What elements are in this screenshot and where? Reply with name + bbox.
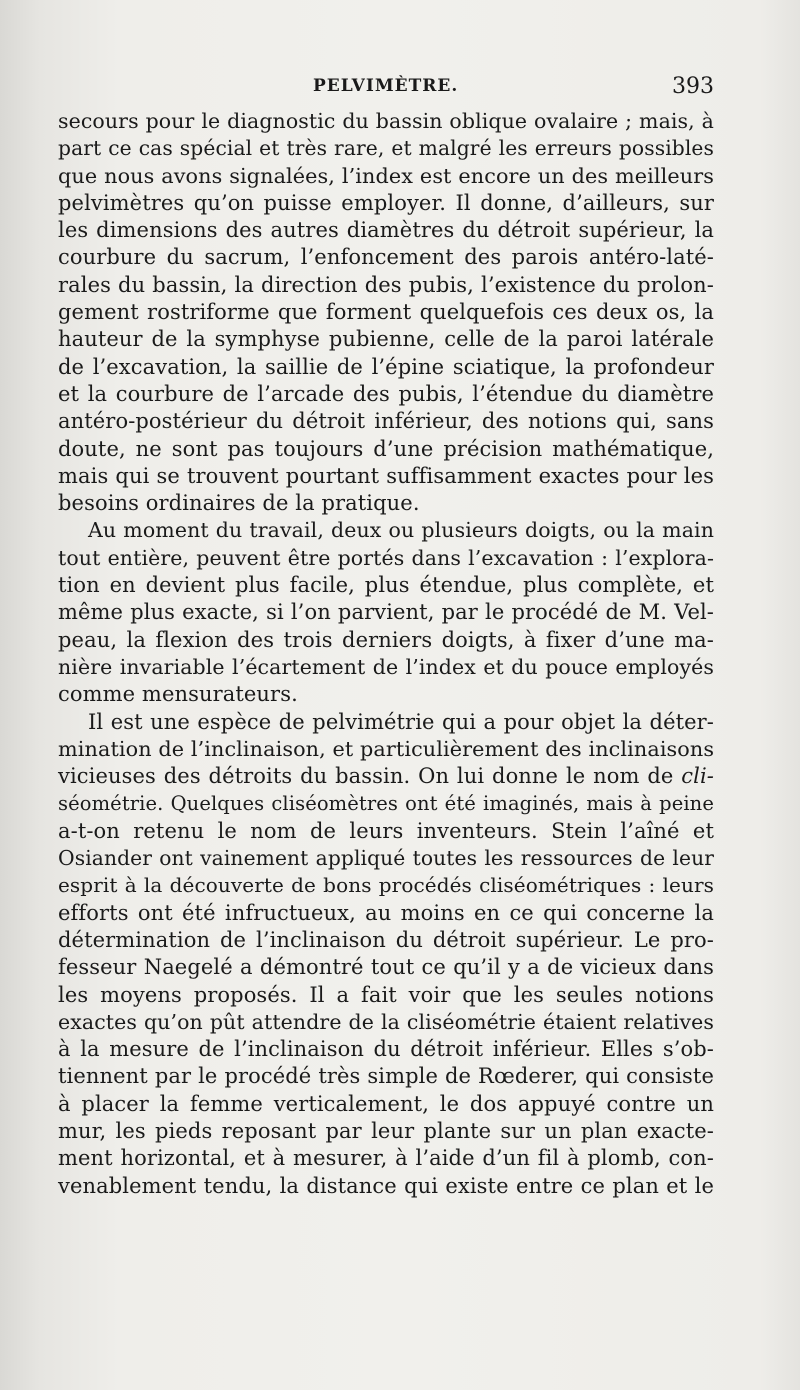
- text-line: peau, la flexion des trois derniers doigts, à fixer d’une ma-: [58, 627, 714, 652]
- text-line: doute, ne sont pas toujours d’une précision mathématique,: [58, 436, 714, 461]
- text-line: à la mesure de l’inclinaison du détroit inférieur. Elles s’ob-: [58, 1037, 714, 1062]
- text-segment: vicieuses des détroits du bassin. On lui donne le nom de: [58, 764, 682, 789]
- paragraph: [58, 108, 714, 517]
- paragraph: [58, 517, 714, 708]
- text-line: que nous avons signalées, l’index est encore un des meilleurs: [58, 163, 714, 188]
- text-line: exactes qu’on pût attendre de la cliséométrie étaient relatives: [58, 1009, 714, 1034]
- text-line: fesseur Naegelé a démontré tout ce qu’il y a de vicieux dans: [58, 955, 714, 980]
- text-line: de l’excavation, la saillie de l’épine sciatique, la profondeur: [58, 354, 714, 379]
- text-line: mination de l’inclinaison, et particulièrement des inclinaisons: [58, 736, 715, 761]
- text-line: tiennent par le procédé très simple de Rœderer, qui consiste: [58, 1064, 714, 1089]
- text-line: hauteur de la symphyse pubienne, celle de la paroi latérale: [58, 327, 714, 352]
- text-line: Au moment du travail, deux ou plusieurs doigts, ou la main: [88, 518, 714, 543]
- text-line: tout entière, peuvent être portés dans l’excavation : l’explora-: [58, 545, 714, 570]
- text-line-with-italic: [58, 763, 714, 790]
- text-line: à placer la femme verticalement, le dos appuyé contre un: [58, 1091, 714, 1116]
- text-line: les dimensions des autres diamètres du détroit supérieur, la: [58, 218, 714, 243]
- text-line: efforts ont été infructueux, au moins en ce qui concerne la: [58, 900, 714, 925]
- text-line: comme mensurateurs.: [58, 682, 298, 707]
- text-line: antéro-postérieur du détroit inférieur, des notions qui, sans: [58, 409, 714, 434]
- text-line: mais qui se trouvent pourtant suffisamment exactes pour les: [58, 463, 714, 488]
- text-line: même plus exacte, si l’on parvient, par le procédé de M. Vel-: [58, 600, 714, 625]
- page-number: 393: [672, 74, 714, 99]
- text-line: part ce cas spécial et très rare, et malgré les erreurs possibles: [58, 136, 714, 161]
- text-line: mur, les pieds reposant par leur plante sur un plan exacte-: [58, 1118, 714, 1143]
- text-line: ment horizontal, et à mesurer, à l’aide d’un fil à plomb, con-: [58, 1146, 714, 1171]
- text-line: courbure du sacrum, l’enfoncement des parois antéro-laté-: [58, 245, 714, 270]
- text-line: les moyens proposés. Il a fait voir que les seules notions: [58, 982, 714, 1007]
- page-header: [58, 74, 712, 104]
- text-line: tion en devient plus facile, plus étendue, plus complète, et: [58, 573, 714, 598]
- paragraph: [58, 709, 714, 1200]
- text-line: et la courbure de l’arcade des pubis, l’étendue du diamètre: [58, 381, 714, 406]
- body-text: [58, 108, 714, 1200]
- text-line: esprit à la découverte de bons procédés cliséométriques : leurs: [58, 873, 714, 898]
- text-line: gement rostriforme que forment quelquefois ces deux os, la: [58, 300, 714, 325]
- text-line: séométrie. Quelques cliséomètres ont été imaginés, mais à peine: [58, 792, 714, 816]
- running-title: PELVIMÈTRE.: [313, 76, 459, 96]
- text-line: venablement tendu, la distance qui existe entre ce plan et le: [58, 1173, 714, 1198]
- text-line: secours pour le diagnostic du bassin oblique ovalaire ; mais, à: [58, 109, 714, 133]
- text-line: rales du bassin, la direction des pubis, l’existence du prolon-: [58, 272, 714, 297]
- text-line: Osiander ont vainement appliqué toutes les ressources de leur: [58, 846, 714, 871]
- text-line: besoins ordinaires de la pratique.: [58, 491, 420, 516]
- italic-term: cli-: [681, 764, 714, 789]
- text-line: nière invariable l’écartement de l’index et du pouce employés: [58, 654, 714, 679]
- text-line: pelvimètres qu’on puisse employer. Il donne, d’ailleurs, sur: [58, 190, 714, 215]
- text-line: détermination de l’inclinaison du détroit supérieur. Le pro-: [58, 927, 714, 952]
- text-line: a-t-on retenu le nom de leurs inventeurs. Stein l’aîné et: [58, 818, 714, 843]
- text-line: Il est une espèce de pelvimétrie qui a pour objet la déter-: [88, 709, 714, 734]
